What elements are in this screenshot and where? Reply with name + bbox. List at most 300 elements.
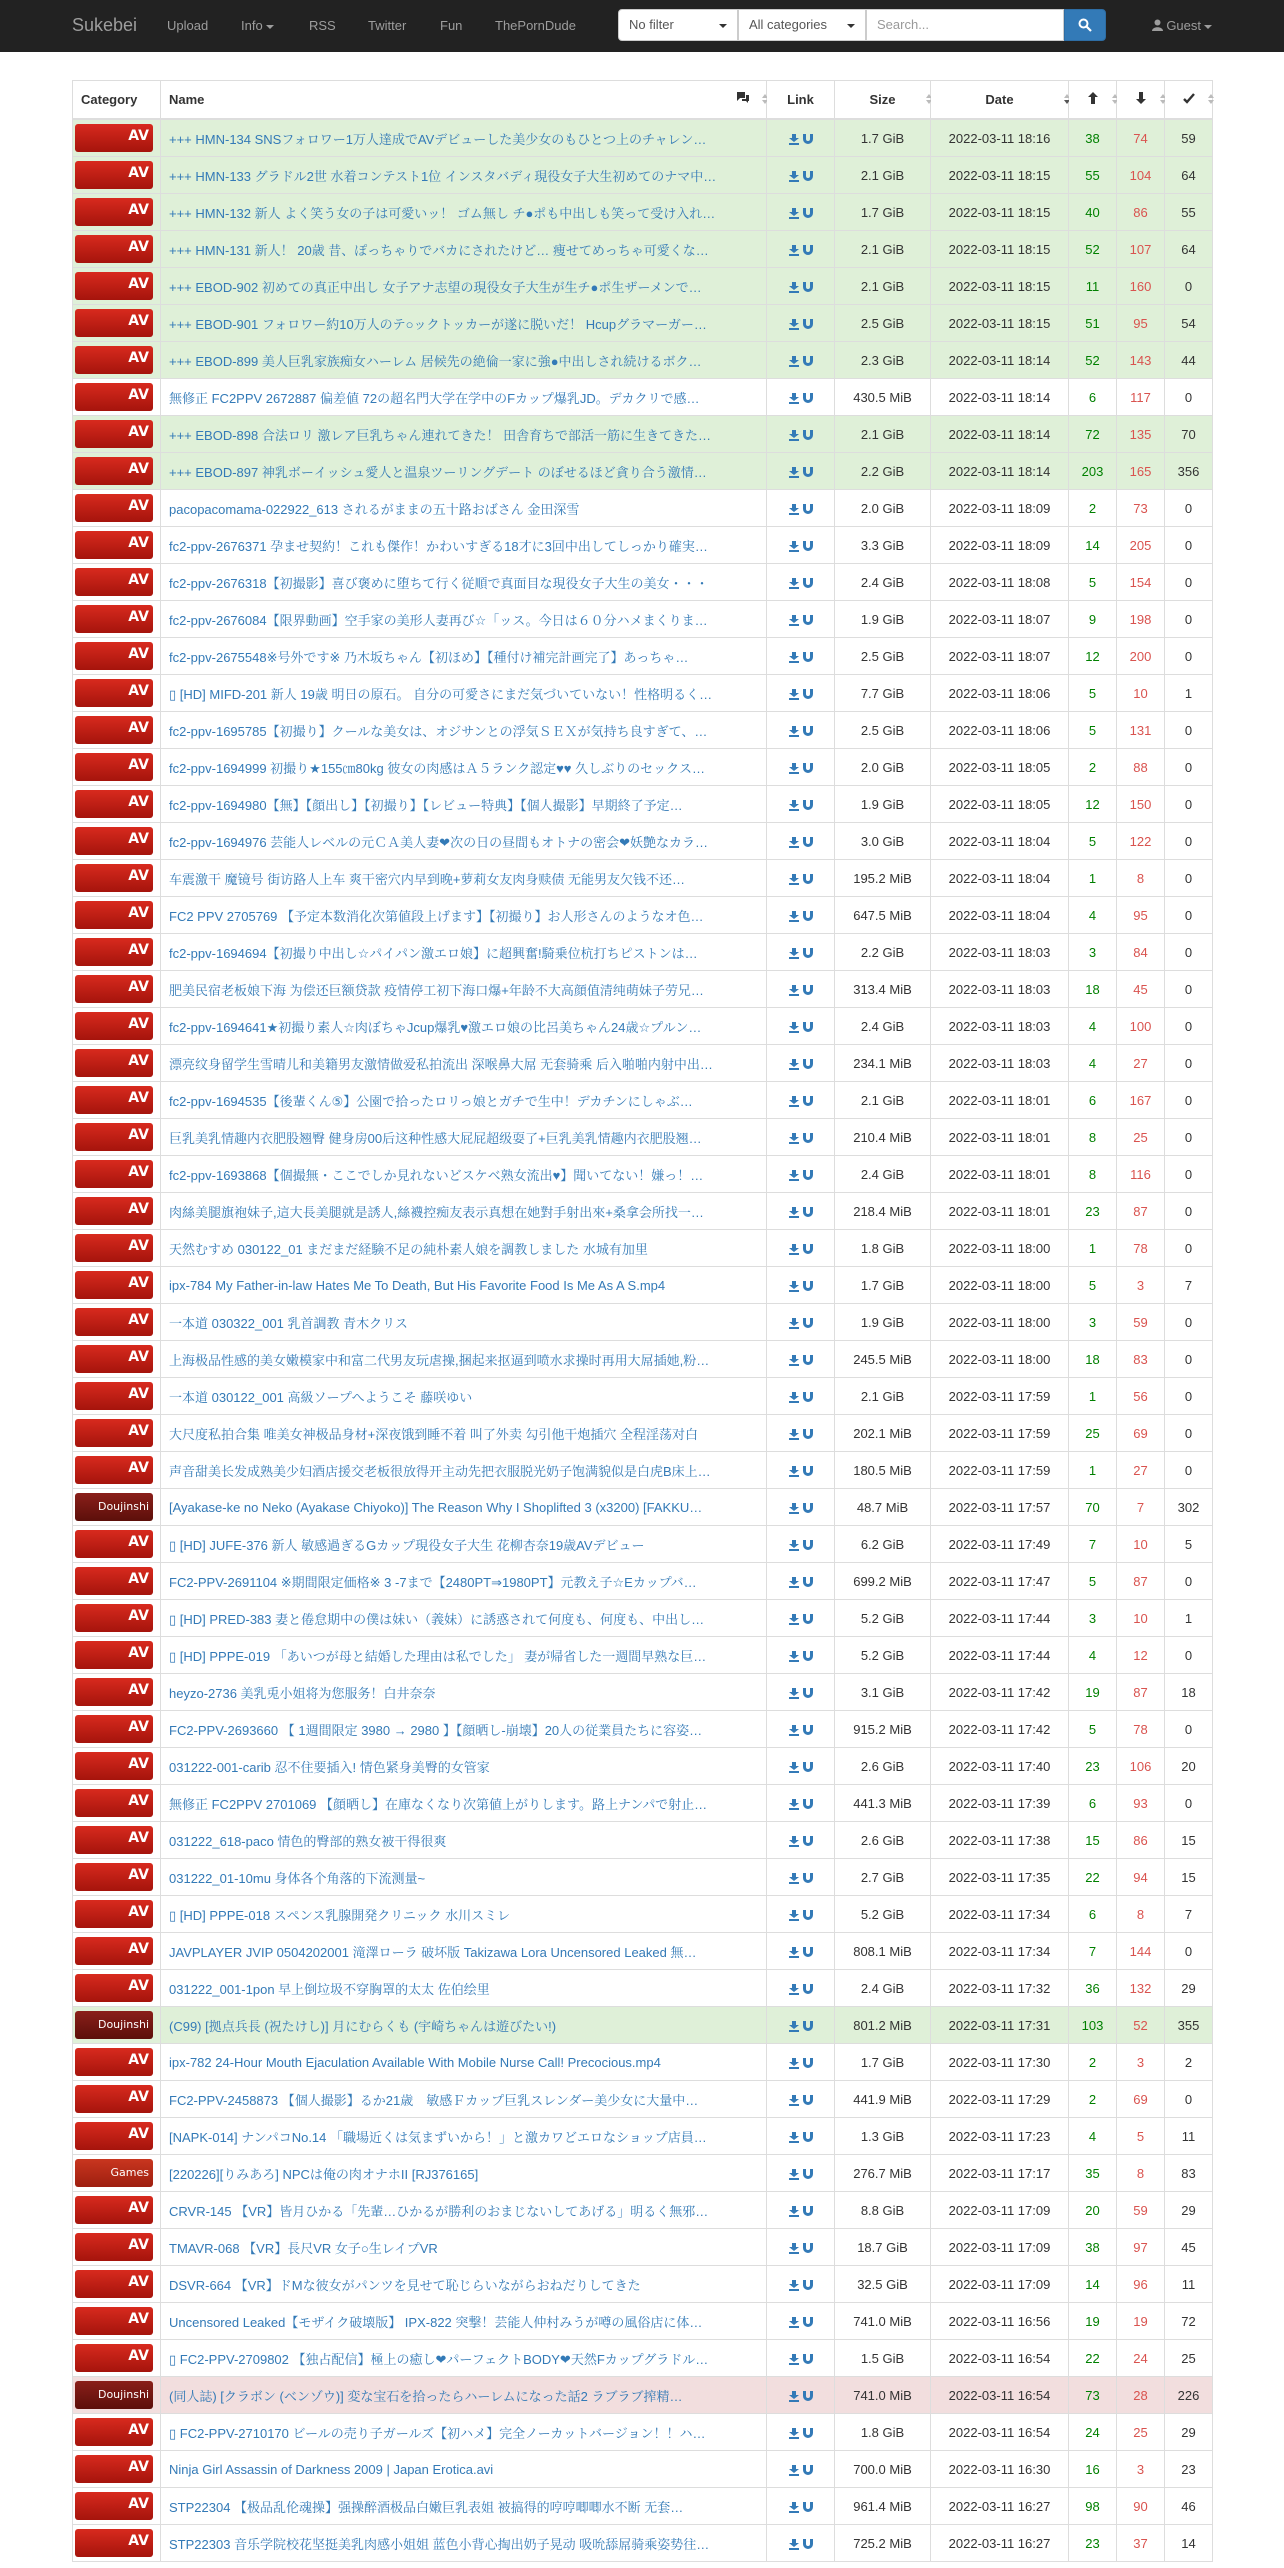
- magnet-link-button[interactable]: [801, 1907, 815, 1922]
- magnet-link-button[interactable]: [801, 2166, 815, 2181]
- download-torrent-button[interactable]: [787, 1463, 801, 1478]
- torrent-title-link[interactable]: +++ HMN-131 新人！ 20歳 昔、ぽっちゃりでバカにされたけど… 痩せてめっちゃ可愛くな…: [169, 242, 709, 258]
- torrent-title-link[interactable]: fc2-ppv-1694976 芸能人レベルの元ＣＡ美人妻❤次の日の昼間もオトナの密会❤妖艶なカラ…: [169, 834, 708, 850]
- category-badge[interactable]: [75, 1937, 153, 1965]
- torrent-title-link[interactable]: 031222_01-10mu 身体各个角落的下流测量~: [169, 1870, 426, 1886]
- download-torrent-button[interactable]: [787, 2129, 801, 2144]
- category-badge[interactable]: [75, 938, 153, 966]
- category-badge[interactable]: [75, 1123, 153, 1151]
- magnet-link-button[interactable]: [801, 2203, 815, 2218]
- torrent-title-link[interactable]: STP22304 【极品乱伦魂操】强操醉酒极品白嫩巨乳表姐 被搞得的哼哼唧唧水不断 无套…: [169, 2499, 684, 2515]
- magnet-link-button[interactable]: [801, 2499, 815, 2514]
- download-torrent-button[interactable]: [787, 2351, 801, 2366]
- size-cell: 2.5 GiB: [835, 305, 931, 342]
- magnet-link-button[interactable]: [801, 2129, 815, 2144]
- category-badge[interactable]: [75, 1160, 153, 1188]
- table-row: [73, 342, 1213, 379]
- torrent-title-link[interactable]: fc2-ppv-1694641★初撮り素人☆肉ぼちゃJcup爆乳♥激エロ娘の比呂美ちゃん24歳☆プルン…: [169, 1019, 702, 1035]
- table-row: [73, 1156, 1213, 1193]
- download-torrent-button[interactable]: [787, 1537, 801, 1552]
- download-torrent-button[interactable]: [787, 1759, 801, 1774]
- size-cell: 5.2 GiB: [835, 1896, 931, 1933]
- category-badge[interactable]: [75, 1382, 153, 1410]
- category-badge[interactable]: [75, 827, 153, 855]
- torrent-title-link[interactable]: ▯ [HD] PRED-383 妻と倦怠期中の僕は妹い（義妹）に誘惑されて何度も、何度も、中出し…: [169, 1611, 705, 1627]
- category-badge[interactable]: [75, 790, 153, 818]
- download-torrent-button[interactable]: [787, 2425, 801, 2440]
- torrent-title-link[interactable]: 無修正 FC2PPV 2701069 【顔晒し】在庫なくなり次第値上がりします。路上ナンパで射止…: [169, 1796, 708, 1812]
- torrent-title-link[interactable]: JAVPLAYER JVIP 0504202001 滝澤ローラ 破坏版 Takizawa Lora Uncensored Leaked 無…: [169, 1944, 697, 1960]
- torrent-title-link[interactable]: 一本道 030322_001 乳首調教 青木クリス: [169, 1315, 408, 1331]
- torrent-title-link[interactable]: fc2-ppv-1694694【初撮り中出し☆パイパン激エロ娘】に超興奮!騎乗位杭打ちピストンは…: [169, 945, 698, 961]
- category-badge[interactable]: [75, 420, 153, 448]
- download-torrent-button[interactable]: [787, 723, 801, 738]
- download-torrent-button[interactable]: [787, 1019, 801, 1034]
- category-badge[interactable]: [75, 1752, 153, 1780]
- torrent-title-link[interactable]: 031222_618-paco 情色的臀部的熟女被干得很爽: [169, 1833, 447, 1849]
- download-torrent-button[interactable]: [787, 2388, 801, 2403]
- torrent-title-link[interactable]: fc2-ppv-1695785【初撮り】クールな美女は、オジサンとの浮気ＳＥＸが気持ち良すぎて、…: [169, 723, 708, 739]
- download-torrent-button[interactable]: [787, 131, 801, 146]
- download-torrent-button[interactable]: [787, 1611, 801, 1626]
- category-badge[interactable]: [75, 1678, 153, 1706]
- torrent-title-link[interactable]: 031222_001-1pon 早上倒垃圾不穿胸罩的太太 佐伯绘里: [169, 1981, 490, 1997]
- download-torrent-button[interactable]: [787, 464, 801, 479]
- download-torrent-button[interactable]: [787, 1093, 801, 1108]
- torrent-title-link[interactable]: 無修正 FC2PPV 2672887 偏差値 72の超名門大学在学中のFカップ爆乳JD。デカクリで感…: [169, 390, 700, 406]
- torrent-title-link[interactable]: 车震激干 魔镜号 街访路人上车 爽干密穴内早到晚+萝莉女友肉身赎债 无能男友欠钱不还…: [169, 871, 686, 887]
- category-badge[interactable]: [75, 1715, 153, 1743]
- magnet-link-button[interactable]: [801, 797, 815, 812]
- category-badge[interactable]: [75, 2011, 153, 2039]
- download-icon: [789, 2169, 799, 2180]
- download-torrent-button[interactable]: [787, 1204, 801, 1219]
- download-torrent-button[interactable]: [787, 1056, 801, 1071]
- download-torrent-button[interactable]: [787, 1796, 801, 1811]
- magnet-link-button[interactable]: [801, 723, 815, 738]
- magnet-link-button[interactable]: [801, 1130, 815, 1145]
- download-torrent-button[interactable]: [787, 2314, 801, 2329]
- category-badge[interactable]: [75, 494, 153, 522]
- magnet-link-button[interactable]: [801, 501, 815, 516]
- category-badge[interactable]: [75, 1308, 153, 1336]
- category-badge[interactable]: [75, 2307, 153, 2335]
- magnet-link-button[interactable]: [801, 1019, 815, 1034]
- category-badge[interactable]: [75, 2344, 153, 2372]
- magnet-link-button[interactable]: [801, 1759, 815, 1774]
- magnet-icon: [803, 763, 813, 774]
- magnet-link-button[interactable]: [801, 390, 815, 405]
- torrent-title-link[interactable]: +++ HMN-134 SNSフォロワー1万人達成でAVデビューした美少女のもひとつ上のチャレン…: [169, 131, 707, 147]
- magnet-link-button[interactable]: [801, 1537, 815, 1552]
- torrent-title-link[interactable]: FC2-PPV-2458873 【個人撮影】るか21歳 敏感Ｆカップ巨乳スレンダー美少女に大量中…: [169, 2092, 699, 2108]
- magnet-link-button[interactable]: [801, 1500, 815, 1515]
- category-badge[interactable]: [75, 1049, 153, 1077]
- torrent-title-link[interactable]: 巨乳美乳情趣内衣肥股翘臀 健身房00后这种性感大屁屁超级耍了+巨乳美乳情趣内衣肥股翘…: [169, 1130, 702, 1146]
- torrent-title-link[interactable]: fc2-ppv-2676318【初撮影】喜び褒めに堕ちて行く従順で真面目な現役女子大生の美女・・・: [169, 575, 709, 591]
- magnet-link-button[interactable]: [801, 2536, 815, 2551]
- category-badge[interactable]: [75, 346, 153, 374]
- torrent-title-link[interactable]: fc2-ppv-2676371 孕ませ契約！これも傑作！かわいすぎる18才に3回中出してしっかり確実…: [169, 538, 708, 554]
- category-badge[interactable]: [75, 2122, 153, 2150]
- category-badge[interactable]: [75, 716, 153, 744]
- magnet-link-button[interactable]: [801, 2425, 815, 2440]
- torrent-title-link[interactable]: fc2-ppv-1694535【後輩くん⑤】公園で拾ったロリっ娘とガチで生中！デカチンにしゃぶ…: [169, 1093, 693, 1109]
- header-leechers[interactable]: [1117, 81, 1165, 120]
- category-badge[interactable]: [75, 2492, 153, 2520]
- brand-logo[interactable]: Sukebei: [72, 15, 138, 35]
- category-badge[interactable]: [75, 1456, 153, 1484]
- magnet-link-button[interactable]: [801, 1833, 815, 1848]
- magnet-link-button[interactable]: [801, 1167, 815, 1182]
- link-cell: [767, 1304, 835, 1341]
- magnet-link-button[interactable]: [801, 279, 815, 294]
- torrent-title-link[interactable]: FC2-PPV-2691104 ※期間限定価格※ 3 -7まで【2480PT⇒1980PT】元教え子☆Eカップバ…: [169, 1574, 697, 1590]
- download-torrent-button[interactable]: [787, 612, 801, 627]
- download-torrent-button[interactable]: [787, 1278, 801, 1293]
- torrent-title-link[interactable]: (C99) [拠点兵長 (祝たけし)] 月にむらくも (宇崎ちゃんは遊びたい!): [169, 2018, 557, 2034]
- download-torrent-button[interactable]: [787, 1907, 801, 1922]
- download-torrent-button[interactable]: [787, 797, 801, 812]
- download-torrent-button[interactable]: [787, 2166, 801, 2181]
- search-button[interactable]: [1064, 9, 1106, 41]
- category-badge[interactable]: [75, 1900, 153, 1928]
- magnet-link-button[interactable]: [801, 1648, 815, 1663]
- download-torrent-button[interactable]: [787, 982, 801, 997]
- magnet-link-button[interactable]: [801, 1944, 815, 1959]
- torrent-title-link[interactable]: ipx-784 My Father-in-law Hates Me To Death, But His Favorite Food Is Me As A S.mp4: [169, 1277, 666, 1293]
- category-badge[interactable]: [75, 1974, 153, 2002]
- category-badge[interactable]: [75, 2196, 153, 2224]
- category-badge[interactable]: [75, 235, 153, 263]
- magnet-link-button[interactable]: [801, 1241, 815, 1256]
- nav-theporndude[interactable]: ThePornDude: [495, 18, 576, 33]
- torrent-title-link[interactable]: 漂亮纹身留学生雪晴儿和美籍男友激情做爱私拍流出 深喉鼻大屌 无套骑乘 后入啪啪内射中出…: [169, 1056, 713, 1072]
- category-badge[interactable]: [75, 2233, 153, 2261]
- magnet-link-button[interactable]: [801, 1389, 815, 1404]
- torrent-title-link[interactable]: [220226][りみあろ] NPCは俺の肉オナホII [RJ376165]: [169, 2166, 479, 2182]
- completed-cell: 7: [1165, 1896, 1213, 1933]
- torrent-title-link[interactable]: CRVR-145 【VR】皆月ひかる「先輩…ひかるが勝利のおまじないしてあげる」明るく無邪…: [169, 2203, 709, 2219]
- category-badge[interactable]: [75, 272, 153, 300]
- download-torrent-button[interactable]: [787, 1944, 801, 1959]
- torrent-title-link[interactable]: 声音甜美长发成熟美少妇酒店援交老板很放得开主动先把衣服脱光奶子饱满貌似是白虎B床上…: [169, 1463, 711, 1479]
- magnet-link-button[interactable]: [801, 2314, 815, 2329]
- magnet-link-button[interactable]: [801, 316, 815, 331]
- category-badge[interactable]: [75, 2270, 153, 2298]
- header-date[interactable]: [931, 81, 1069, 120]
- torrent-title-link[interactable]: +++ HMN-133 グラドル2世 水着コンテスト1位 インスタバディ現役女子大生初めてのナマ中…: [169, 168, 717, 184]
- magnet-link-button[interactable]: [801, 1278, 815, 1293]
- torrent-title-link[interactable]: STP22303 音乐学院校花坚挺美乳肉感小姐姐 蓝色小背心掏出奶子晃动 吸吮舔屌骑乘姿势往…: [169, 2536, 710, 2552]
- magnet-link-button[interactable]: [801, 945, 815, 960]
- category-badge[interactable]: [75, 1789, 153, 1817]
- name-cell: [161, 527, 767, 564]
- category-badge[interactable]: [75, 864, 153, 892]
- download-torrent-button[interactable]: [787, 1426, 801, 1441]
- magnet-icon: [803, 1799, 813, 1810]
- torrent-title-link[interactable]: FC2-PPV-2693660 【 1週間限定 3980 → 2980 】【顔晒し-崩壊】20人の従業員たちに容姿…: [169, 1722, 703, 1738]
- download-torrent-button[interactable]: [787, 1685, 801, 1700]
- magnet-link-button[interactable]: [801, 834, 815, 849]
- magnet-link-button[interactable]: [801, 1093, 815, 1108]
- download-torrent-button[interactable]: [787, 1130, 801, 1145]
- download-torrent-button[interactable]: [787, 834, 801, 849]
- torrent-title-link[interactable]: +++ EBOD-899 美人巨乳家族痴女ハーレム 居候先の絶倫一家に強●中出しされ続けるボク…: [169, 353, 702, 369]
- torrent-title-link[interactable]: 031222-001-carib 忍不住要插入! 情色紧身美臀的女管家: [169, 1759, 490, 1775]
- download-torrent-button[interactable]: [787, 1241, 801, 1256]
- torrent-title-link[interactable]: (同人誌) [クラボン (ベンゾウ)] 変な宝石を拾ったらハーレムになった話2 ラブラブ搾精…: [169, 2388, 683, 2404]
- download-torrent-button[interactable]: [787, 2055, 801, 2070]
- category-badge[interactable]: [75, 1012, 153, 1040]
- magnet-link-button[interactable]: [801, 1611, 815, 1626]
- download-torrent-button[interactable]: [787, 1981, 801, 1996]
- magnet-icon: [803, 1133, 813, 1144]
- magnet-link-button[interactable]: [801, 1574, 815, 1589]
- magnet-link-button[interactable]: [801, 649, 815, 664]
- category-badge[interactable]: [75, 2085, 153, 2113]
- category-badge[interactable]: [75, 198, 153, 226]
- category-badge[interactable]: [75, 642, 153, 670]
- magnet-link-button[interactable]: [801, 1315, 815, 1330]
- category-badge[interactable]: [75, 2048, 153, 2076]
- torrent-title-link[interactable]: fc2-ppv-2676084【限界動画】空手家の美形人妻再び☆「ッス。今日は６０分ハメまくりま…: [169, 612, 708, 628]
- search-input[interactable]: [866, 9, 1064, 41]
- magnet-link-button[interactable]: [801, 1352, 815, 1367]
- download-torrent-button[interactable]: [787, 1500, 801, 1515]
- torrent-title-link[interactable]: [Ayakase-ke no Neko (Ayakase Chiyoko)] The Reason Why I Shoplifted 3 (x3200) [FAKKU…: [169, 1499, 703, 1515]
- category-badge[interactable]: [75, 1271, 153, 1299]
- magnet-link-button[interactable]: [801, 871, 815, 886]
- download-torrent-button[interactable]: [787, 2092, 801, 2107]
- comments-sort-button[interactable]: [736, 91, 750, 107]
- download-torrent-button[interactable]: [787, 2018, 801, 2033]
- category-badge[interactable]: [75, 2159, 153, 2187]
- magnet-link-button[interactable]: [801, 464, 815, 479]
- header-size[interactable]: [835, 81, 931, 120]
- guest-menu[interactable]: [1152, 18, 1212, 33]
- torrent-title-link[interactable]: heyzo-2736 美乳兎小姐将为您服务！白井奈奈: [169, 1685, 436, 1701]
- category-badge[interactable]: [75, 568, 153, 596]
- download-torrent-button[interactable]: [787, 501, 801, 516]
- category-badge[interactable]: [75, 1493, 153, 1521]
- download-torrent-button[interactable]: [787, 538, 801, 553]
- torrent-title-link[interactable]: 肥美民宿老板娘下海 为偿还巨额贷款 疫情停工初下海口爆+年龄不大高顔值清纯萌妹子劳兄…: [169, 982, 704, 998]
- download-torrent-button[interactable]: [787, 2499, 801, 2514]
- torrent-title-link[interactable]: 天然むすめ 030122_01 まだまだ経験不足の純朴素人娘を調教しました 水城有加里: [169, 1241, 648, 1257]
- download-torrent-button[interactable]: [787, 2277, 801, 2292]
- download-torrent-button[interactable]: [787, 2203, 801, 2218]
- torrent-title-link[interactable]: ▯ [HD] JUFE-376 新人 敏感過ぎるGカップ現役女子大生 花柳杏奈19歳AVデビュー: [169, 1537, 645, 1553]
- torrent-title-link[interactable]: ▯ [HD] PPPE-019 「あいつが母と結婚した理由は私でした」 妻が帰省した一週間早熟な巨…: [169, 1648, 707, 1664]
- download-torrent-button[interactable]: [787, 279, 801, 294]
- download-torrent-button[interactable]: [787, 2240, 801, 2255]
- magnet-link-button[interactable]: [801, 1685, 815, 1700]
- torrent-title-link[interactable]: +++ HMN-132 新人 よく笑う女の子は可愛いッ！ ゴム無し チ●ポも中出しも笑って受け入れ…: [169, 205, 716, 221]
- download-torrent-button[interactable]: [787, 1574, 801, 1589]
- category-badge[interactable]: [75, 753, 153, 781]
- category-badge[interactable]: [75, 2418, 153, 2446]
- filter-select[interactable]: [618, 9, 738, 41]
- torrent-title-link[interactable]: ▯ [HD] MIFD-201 新人 19歳 明日の原石。 自分の可愛さにまだ気づいていない！性格明るく…: [169, 686, 713, 702]
- magnet-link-button[interactable]: [801, 1981, 815, 1996]
- torrent-title-link[interactable]: DSVR-664 【VR】ドMな彼女がパンツを見せて恥じらいながらおねだりしてきた: [169, 2277, 641, 2293]
- download-torrent-button[interactable]: [787, 1167, 801, 1182]
- nav-upload[interactable]: Upload: [167, 18, 209, 33]
- torrent-title-link[interactable]: FC2 PPV 2705769 【予定本数消化次第値段上げます】【初撮り】お人形さんのようなオ色…: [169, 908, 704, 924]
- category-badge[interactable]: [75, 161, 153, 189]
- download-torrent-button[interactable]: [787, 353, 801, 368]
- torrent-title-link[interactable]: 肉絲美腿旗袍妹子,這大長美腿就是誘人,絲襪控痴友表示真想在她對手射出來+桑拿会所找一…: [169, 1204, 704, 1220]
- completed-cell: 0: [1165, 1378, 1213, 1415]
- torrent-title-link[interactable]: +++ EBOD-898 合法ロリ 激レア巨乳ちゃん連れてきた！ 田舎育ちで部活一筋に生きてきた…: [169, 427, 711, 443]
- download-torrent-button[interactable]: [787, 1870, 801, 1885]
- download-torrent-button[interactable]: [787, 945, 801, 960]
- magnet-link-button[interactable]: [801, 353, 815, 368]
- magnet-link-button[interactable]: [801, 168, 815, 183]
- magnet-link-button[interactable]: [801, 2462, 815, 2477]
- download-torrent-button[interactable]: [787, 871, 801, 886]
- torrent-title-link[interactable]: Ninja Girl Assassin of Darkness 2009 | Japan Erotica.avi: [169, 2461, 494, 2477]
- nav-twitter[interactable]: Twitter: [368, 18, 407, 33]
- magnet-link-button[interactable]: [801, 2092, 815, 2107]
- download-torrent-button[interactable]: [787, 908, 801, 923]
- magnet-link-button[interactable]: [801, 686, 815, 701]
- size-cell: 1.7 GiB: [835, 194, 931, 231]
- category-badge[interactable]: [75, 1086, 153, 1114]
- torrent-title-link[interactable]: Uncensored Leaked【モザイク破壊版】 IPX-822 突撃！芸能人仲村みうが噂の風俗店に体…: [169, 2314, 703, 2330]
- category-badge[interactable]: [75, 1530, 153, 1558]
- category-badge[interactable]: [75, 124, 153, 152]
- magnet-link-button[interactable]: [801, 131, 815, 146]
- download-torrent-button[interactable]: [787, 686, 801, 701]
- category-badge[interactable]: [75, 2455, 153, 2483]
- magnet-link-button[interactable]: [801, 1204, 815, 1219]
- category-badge[interactable]: [75, 1419, 153, 1447]
- nav-fun[interactable]: Fun: [440, 18, 463, 33]
- download-torrent-button[interactable]: [787, 205, 801, 220]
- torrent-title-link[interactable]: ▯ FC2-PPV-2710170 ビールの売り子ガールズ【初ハメ】完全ノーカットバージョン！！ハ…: [169, 2425, 706, 2441]
- torrent-title-link[interactable]: fc2-ppv-1694999 初撮り★155㎝80kg 彼女の肉感はＡ５ランク認定♥♥ 久しぶりのセックス…: [169, 760, 705, 776]
- torrent-title-link[interactable]: fc2-ppv-2675548※号外です※ 乃木坂ちゃん【初ほめ】【種付け補完計画完了】あっちゃ…: [169, 649, 689, 665]
- torrent-title-link[interactable]: +++ EBOD-897 神乳ボーイッシュ愛人と温泉ツーリングデート のぼせるほど貪り合う激情…: [169, 464, 707, 480]
- torrent-title-link[interactable]: ▯ FC2-PPV-2709802 【独占配信】極上の癒し❤パーフェクトBODY❤天然Fカップグラドル…: [169, 2351, 709, 2367]
- download-torrent-button[interactable]: [787, 760, 801, 775]
- download-torrent-button[interactable]: [787, 2536, 801, 2551]
- category-badge[interactable]: [75, 1234, 153, 1262]
- magnet-link-button[interactable]: [801, 982, 815, 997]
- magnet-link-button[interactable]: [801, 1722, 815, 1737]
- category-badge[interactable]: [75, 1826, 153, 1854]
- download-torrent-button[interactable]: [787, 242, 801, 257]
- category-badge[interactable]: [75, 531, 153, 559]
- download-torrent-button[interactable]: [787, 575, 801, 590]
- magnet-link-button[interactable]: [801, 427, 815, 442]
- magnet-link-button[interactable]: [801, 205, 815, 220]
- download-torrent-button[interactable]: [787, 1389, 801, 1404]
- download-torrent-button[interactable]: [787, 1833, 801, 1848]
- category-badge[interactable]: [75, 1567, 153, 1595]
- torrent-title-link[interactable]: [NAPK-014] ナンパコNo.14 「職場近くは気まずいから！」と激カワどエロなショップ店員…: [169, 2129, 707, 2145]
- magnet-link-button[interactable]: [801, 1463, 815, 1478]
- magnet-icon: [803, 2391, 813, 2402]
- leechers-cell: 167: [1117, 1082, 1165, 1119]
- torrent-title-link[interactable]: ▯ [HD] PPPE-018 スペンス乳腺開発クリニック 水川スミレ: [169, 1907, 511, 1923]
- category-badge[interactable]: [75, 1197, 153, 1225]
- header-seeders[interactable]: [1069, 81, 1117, 120]
- magnet-link-button[interactable]: [801, 1870, 815, 1885]
- download-torrent-button[interactable]: [787, 1648, 801, 1663]
- magnet-icon: [803, 2206, 813, 2217]
- link-cell: [767, 1711, 835, 1748]
- download-torrent-button[interactable]: [787, 1722, 801, 1737]
- category-badge[interactable]: [75, 383, 153, 411]
- torrent-title-link[interactable]: 大尺度私拍合集 唯美女神极品身材+深夜饿到睡不着 叫了外卖 勾引他干炮插穴 全程淫荡对白: [169, 1426, 699, 1442]
- magnet-link-button[interactable]: [801, 242, 815, 257]
- download-torrent-button[interactable]: [787, 649, 801, 664]
- category-badge[interactable]: [75, 457, 153, 485]
- torrent-title-link[interactable]: +++ EBOD-901 フォロワー約10万人のテ○ックトッカーが遂に脱いだ！ Hcupグラマーガー…: [169, 316, 707, 332]
- nav-info[interactable]: [241, 18, 274, 33]
- magnet-link-button[interactable]: [801, 538, 815, 553]
- magnet-link-button[interactable]: [801, 908, 815, 923]
- magnet-link-button[interactable]: [801, 1796, 815, 1811]
- torrent-title-link[interactable]: 上海极品性感的美女嫩模家中和富二代男友玩虐操,捆起来抠逼到喷水求操时再用大屌插她,粉…: [169, 1352, 710, 1368]
- torrent-title-link[interactable]: +++ EBOD-902 初めての真正中出し 女子アナ志望の現役女子大生が生チ●ポ生ザーメンで…: [169, 279, 702, 295]
- header-completed[interactable]: [1165, 81, 1213, 120]
- download-torrent-button[interactable]: [787, 427, 801, 442]
- download-torrent-button[interactable]: [787, 1315, 801, 1330]
- category-badge[interactable]: [75, 679, 153, 707]
- category-badge[interactable]: [75, 901, 153, 929]
- magnet-link-button[interactable]: [801, 2055, 815, 2070]
- download-torrent-button[interactable]: [787, 1352, 801, 1367]
- download-torrent-button[interactable]: [787, 168, 801, 183]
- magnet-link-button[interactable]: [801, 1056, 815, 1071]
- magnet-link-button[interactable]: [801, 2277, 815, 2292]
- category-badge[interactable]: [75, 1863, 153, 1891]
- nav-rss[interactable]: RSS: [309, 18, 336, 33]
- download-torrent-button[interactable]: [787, 390, 801, 405]
- magnet-link-button[interactable]: [801, 2351, 815, 2366]
- magnet-link-button[interactable]: [801, 2240, 815, 2255]
- torrent-title-link[interactable]: fc2-ppv-1694980【無】【顔出し】【初撮り】【レビュー特典】【個人撮影】早期終了予定…: [169, 797, 683, 813]
- category-badge[interactable]: [75, 605, 153, 633]
- magnet-link-button[interactable]: [801, 2018, 815, 2033]
- torrent-title-link[interactable]: 一本道 030122_001 高級ソープへようこそ 藤咲ゆい: [169, 1389, 473, 1405]
- torrent-title-link[interactable]: TMAVR-068 【VR】長尺VR 女子○生レイプVR: [169, 2240, 438, 2256]
- download-torrent-button[interactable]: [787, 316, 801, 331]
- torrent-title-link[interactable]: ipx-782 24-Hour Mouth Ejaculation Available With Mobile Nurse Call! Precocious.mp4: [169, 2054, 661, 2070]
- category-badge[interactable]: [75, 1604, 153, 1632]
- category-badge[interactable]: [75, 1345, 153, 1373]
- magnet-link-button[interactable]: [801, 612, 815, 627]
- category-badge[interactable]: [75, 309, 153, 337]
- magnet-link-button[interactable]: [801, 575, 815, 590]
- torrent-title-link[interactable]: fc2-ppv-1693868【個撮無・ここでしか見れないどスケベ熟女流出♥】聞いてない！嫌っ！…: [169, 1167, 704, 1183]
- magnet-link-button[interactable]: [801, 1426, 815, 1441]
- category-badge[interactable]: [75, 1641, 153, 1669]
- category-badge[interactable]: [75, 2381, 153, 2409]
- download-torrent-button[interactable]: [787, 2462, 801, 2477]
- magnet-link-button[interactable]: [801, 760, 815, 775]
- category-select[interactable]: [738, 9, 866, 41]
- category-badge[interactable]: [75, 2529, 153, 2557]
- category-label: AV: [128, 1312, 149, 1328]
- magnet-link-button[interactable]: [801, 2388, 815, 2403]
- category-badge[interactable]: [75, 975, 153, 1003]
- torrent-title-link[interactable]: pacopacomama-022922_613 されるがままの五十路おばさん 金田深雪: [169, 501, 580, 517]
